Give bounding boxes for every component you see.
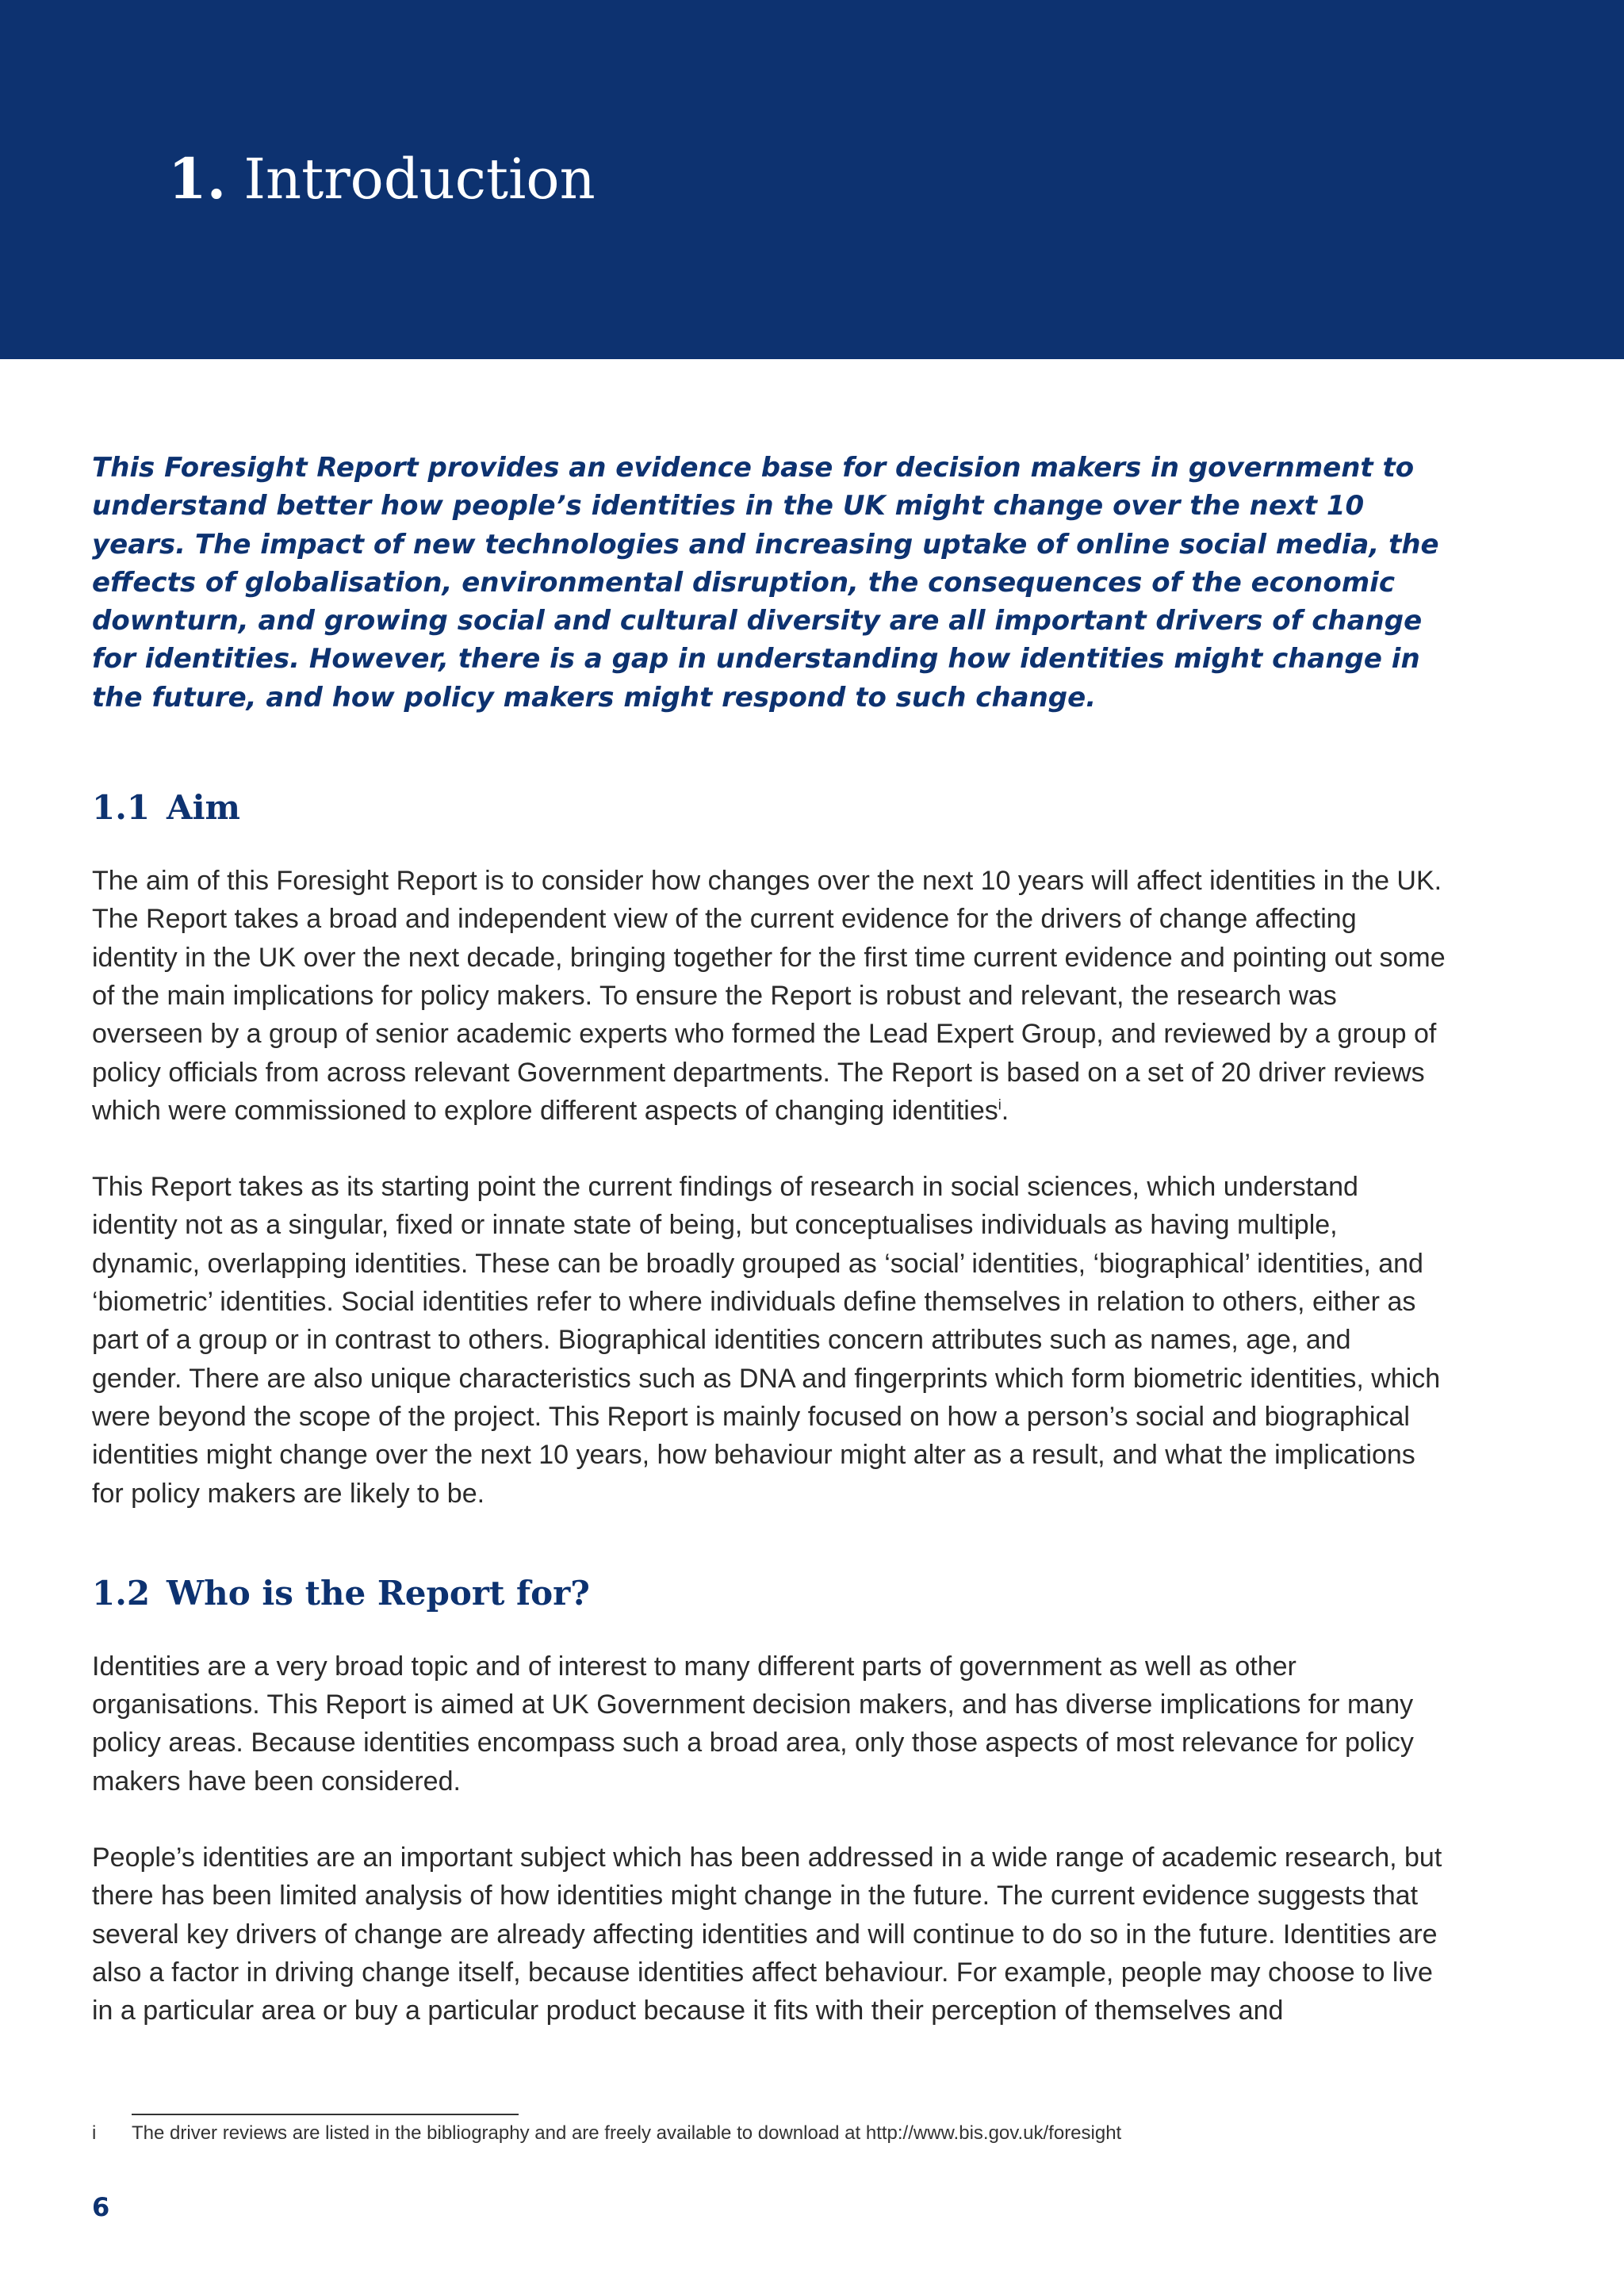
section-title: Aim: [167, 788, 240, 828]
chapter-header-band: [0, 0, 1624, 359]
chapter-number: 1.: [168, 146, 227, 212]
aim-paragraph-1-end: .: [1001, 1095, 1009, 1126]
section-title: Who is the Report for?: [167, 1573, 590, 1613]
section-aim: [92, 784, 1448, 1513]
chapter-title: [168, 140, 596, 219]
aim-paragraph-2: This Report takes as its starting point the current findings of research in social sciences, which understand identity not as a singular, fixed or innate state of being, but conceptualises individuals as having multiple, dynamic, overlapping identities. These can be broadly grouped as ‘social’ identities, ‘biographical’ identities, and ‘biometric’ identities. Social identities refer to where individuals define themselves in relation to others, either as part of a group or in contrast to others. Biographical identities concern attributes such as names, age, and gender. There are also unique characteristics such as DNA and fingerprints which form biometric identities, which were beyond the scope of the project. This Report is mainly focused on how a person’s social and biographical identities might change over the next 10 years, how behaviour might alter as a result, and what the implications for policy makers are likely to be.: [92, 1172, 1441, 1509]
page-content: [92, 449, 1448, 2030]
section-number: 1.2: [92, 1573, 151, 1613]
section-heading-aim: [92, 784, 1448, 832]
section-heading-who: [92, 1570, 1448, 1617]
section-number: 1.1: [92, 788, 151, 828]
footnote-divider: [132, 2114, 519, 2115]
who-paragraph-1: Identities are a very broad topic and of interest to many different parts of government as well as other organisations. This Report is aimed at UK Government decision makers, and has diverse implications for many policy areas. Because identities encompass such a broad area, only those aspects of most relevance for policy makers have been considered.: [92, 1651, 1414, 1797]
aim-paragraph-1: [92, 862, 1448, 1130]
footnote-text: The driver reviews are listed in the bibliography and are freely available to download at http://www.bis.gov.uk/foresight: [132, 2122, 1122, 2144]
footnote-reference[interactable]: i: [998, 1096, 1002, 1113]
page-number: 6: [92, 2192, 110, 2222]
chapter-title-text: Introduction: [243, 147, 596, 212]
aim-paragraph-1-text: The aim of this Foresight Report is to consider how changes over the next 10 years will affect identities in the UK. The Report takes a broad and independent view of the current evidence for the drivers of change affecting identity in the UK over the next decade, bringing together for the first time current evidence and pointing out some of the main implications for policy makers. To ensure the Report is robust and relevant, the research was overseen by a group of senior academic experts who formed the Lead Expert Group, and reviewed by a group of policy officials from across relevant Government departments. The Report is based on a set of 20 driver reviews which were commissioned to explore different aspects of changing identities: [92, 866, 1446, 1126]
footnote: [92, 2120, 1121, 2147]
lead-paragraph: This Foresight Report provides an evidence base for decision makers in government to understand better how people’s identities in the UK might change over the next 10 years. The impact of new technologies and increasing uptake of online social media, the effects of globalisation, environmental disruption, the consequences of the economic downturn, and growing social and cultural diversity are all important drivers of change for identities. However, there is a gap in understanding how identities might change in the future, and how policy makers might respond to such change.: [92, 452, 1439, 714]
who-paragraph-2: People’s identities are an important subject which has been addressed in a wide range of academic research, but there has been limited analysis of how identities might change in the future. The current evidence suggests that several key drivers of change are already affecting identities and will continue to do so in the future. Identities are also a factor in driving change itself, because identities affect behaviour. For example, people may choose to live in a particular area or buy a particular product because it fits with their perception of themselves and: [92, 1843, 1442, 2026]
footnote-marker: i: [92, 2122, 97, 2144]
section-who-is-report-for: [92, 1570, 1448, 2030]
